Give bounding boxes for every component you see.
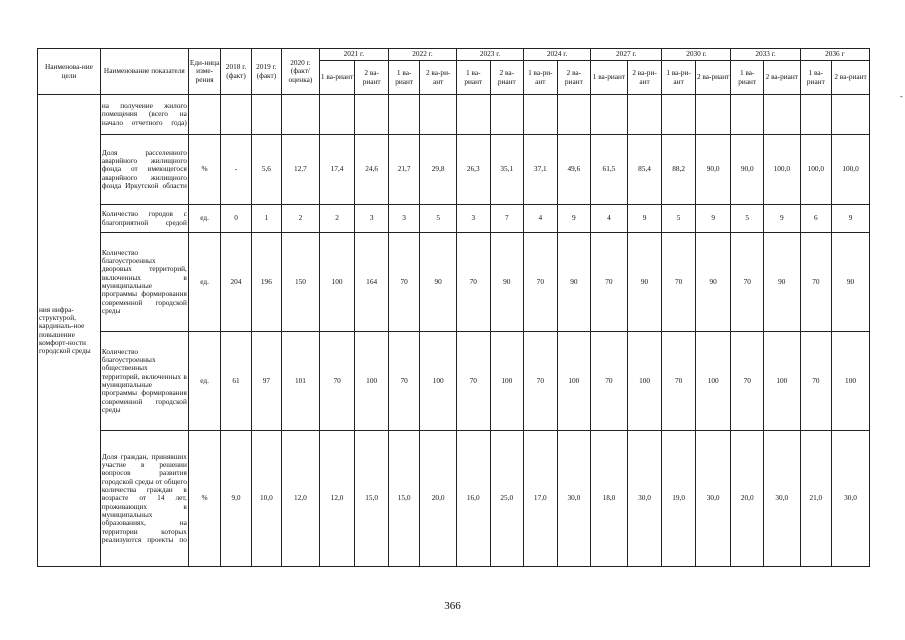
value-cell: 100 <box>695 332 731 431</box>
value-cell: 85,4 <box>627 135 662 205</box>
value-cell: 90 <box>627 233 662 332</box>
unit-cell: ед. <box>188 205 220 233</box>
value-cell: 70 <box>662 332 696 431</box>
table-body <box>38 95 870 567</box>
value-cell: 29,8 <box>420 135 457 205</box>
unit-cell: ед. <box>188 233 220 332</box>
header-year: 2021 г. <box>319 49 388 61</box>
value-cell: 30,0 <box>832 431 870 567</box>
value-cell: 4 <box>591 205 628 233</box>
value-cell: 7 <box>490 205 524 233</box>
header-variant: 1 ва-риант <box>591 61 628 95</box>
value-cell <box>627 95 662 135</box>
value-cell: 9 <box>557 205 591 233</box>
value-cell: 101 <box>282 332 320 431</box>
value-cell: 100,0 <box>763 135 800 205</box>
value-cell: 12,7 <box>282 135 320 205</box>
value-cell: 90 <box>695 233 731 332</box>
value-cell: 5 <box>420 205 457 233</box>
value-cell: 70 <box>457 233 491 332</box>
value-cell: 17,4 <box>319 135 355 205</box>
value-cell: 26,3 <box>457 135 491 205</box>
value-cell: 5 <box>731 205 763 233</box>
value-cell: 9 <box>832 205 870 233</box>
value-cell: 24,6 <box>355 135 389 205</box>
value-cell: 2 <box>319 205 355 233</box>
header-year: 2036 г <box>800 49 869 61</box>
value-cell: 20,0 <box>420 431 457 567</box>
header-variant: 2 ва-риант <box>557 61 591 95</box>
value-cell: 4 <box>524 205 558 233</box>
value-cell: 9 <box>695 205 731 233</box>
value-cell: 100 <box>557 332 591 431</box>
header-indicator: Наименование показателя <box>100 49 188 95</box>
value-cell: 15,0 <box>355 431 389 567</box>
value-cell: 90,0 <box>731 135 763 205</box>
value-cell: 3 <box>355 205 389 233</box>
value-cell: 20,0 <box>731 431 763 567</box>
value-cell: 70 <box>319 332 355 431</box>
value-cell <box>763 95 800 135</box>
value-cell <box>591 95 628 135</box>
table-row <box>38 95 870 135</box>
header-variant: 1 ва-риант <box>388 61 419 95</box>
value-cell: 100 <box>763 332 800 431</box>
value-cell <box>251 95 281 135</box>
header-year: 2030 г. <box>662 49 731 61</box>
value-cell: 5,6 <box>251 135 281 205</box>
value-cell: 70 <box>800 233 831 332</box>
value-cell: 100 <box>355 332 389 431</box>
header-goal: Наименова-ние цели <box>38 49 101 95</box>
value-cell: 70 <box>731 332 763 431</box>
header-2018: 2018 г. (факт) <box>221 49 251 95</box>
value-cell: 30,0 <box>627 431 662 567</box>
value-cell: 88,2 <box>662 135 696 205</box>
value-cell: 12,0 <box>282 431 320 567</box>
value-cell: 10,0 <box>251 431 281 567</box>
header-variant: 2 ва-риант <box>832 61 870 95</box>
header-variant: 2 ва-ри-ант <box>627 61 662 95</box>
header-row-years <box>38 49 870 61</box>
value-cell <box>319 95 355 135</box>
header-year: 2027 г. <box>591 49 662 61</box>
value-cell <box>731 95 763 135</box>
value-cell: 90 <box>490 233 524 332</box>
value-cell <box>221 95 251 135</box>
value-cell: 3 <box>457 205 491 233</box>
value-cell: 100 <box>627 332 662 431</box>
value-cell: 90 <box>420 233 457 332</box>
indicator-cell: Доля граждан, принявших участие в решении вопросов развития городской среды от общего количества граждан в возрасте от 14 лет, проживающих в муниципальных образованиях, на территории которых реализуются проекты по <box>100 431 188 567</box>
value-cell: 100 <box>319 233 355 332</box>
header-variant: 1 ва-риант <box>800 61 831 95</box>
value-cell <box>695 95 731 135</box>
goal-cell: ния инфра-структурой, кардиналь-ное повышение комфорт-ности городской среды <box>38 95 101 567</box>
value-cell: 70 <box>524 332 558 431</box>
value-cell: 97 <box>251 332 281 431</box>
value-cell: 15,0 <box>388 431 419 567</box>
value-cell: 100,0 <box>832 135 870 205</box>
value-cell: 21,7 <box>388 135 419 205</box>
value-cell: 25,0 <box>490 431 524 567</box>
indicator-cell: Количество благоустроенных дворовых территорий, включенных в муниципальные программы формирования современной городской среды <box>100 233 188 332</box>
value-cell <box>355 95 389 135</box>
value-cell: 9,0 <box>221 431 251 567</box>
value-cell: 30,0 <box>695 431 731 567</box>
value-cell: 9 <box>763 205 800 233</box>
header-variant: 1 ва-ри-ант <box>662 61 696 95</box>
value-cell <box>557 95 591 135</box>
value-cell: 100 <box>490 332 524 431</box>
table-row <box>38 431 870 567</box>
value-cell: 90,0 <box>695 135 731 205</box>
unit-cell: ед. <box>188 332 220 431</box>
value-cell: 2 <box>282 205 320 233</box>
value-cell: 164 <box>355 233 389 332</box>
value-cell: 90 <box>832 233 870 332</box>
value-cell <box>662 95 696 135</box>
header-year: 2033 г. <box>731 49 800 61</box>
value-cell: 61,5 <box>591 135 628 205</box>
value-cell: 100,0 <box>800 135 831 205</box>
value-cell <box>457 95 491 135</box>
value-cell: 150 <box>282 233 320 332</box>
value-cell: - <box>221 135 251 205</box>
indicator-cell: на получение жилого помещения (всего на начало отчетного года) <box>100 95 188 135</box>
value-cell: 0 <box>221 205 251 233</box>
value-cell <box>490 95 524 135</box>
indicator-cell: Количество благоустроенных общественных территорий, включенных в муниципальные программы формирования современной городской среды <box>100 332 188 431</box>
value-cell: 90 <box>763 233 800 332</box>
value-cell: 70 <box>388 233 419 332</box>
header-variant: 2 ва-риант <box>763 61 800 95</box>
value-cell: 204 <box>221 233 251 332</box>
header-year: 2023 г. <box>457 49 524 61</box>
value-cell: 19,0 <box>662 431 696 567</box>
value-cell: 3 <box>388 205 419 233</box>
value-cell: 70 <box>800 332 831 431</box>
value-cell: 17,0 <box>524 431 558 567</box>
value-cell: 61 <box>221 332 251 431</box>
value-cell <box>524 95 558 135</box>
value-cell: 70 <box>524 233 558 332</box>
unit-cell: % <box>188 431 220 567</box>
header-variant: 2 ва-риант <box>490 61 524 95</box>
header-variant: 2 ва-риант <box>695 61 731 95</box>
value-cell: 49,6 <box>557 135 591 205</box>
page-number: 366 <box>444 600 461 612</box>
value-cell: 21,0 <box>800 431 831 567</box>
header-2020: 2020 г. (факт/ оценка) <box>282 49 320 95</box>
table-row <box>38 205 870 233</box>
margin-mark: - <box>900 92 903 101</box>
value-cell <box>282 95 320 135</box>
header-variant: 2 ва-ри-ант <box>420 61 457 95</box>
value-cell: 16,0 <box>457 431 491 567</box>
value-cell: 70 <box>591 332 628 431</box>
value-cell: 30,0 <box>557 431 591 567</box>
value-cell: 100 <box>832 332 870 431</box>
value-cell: 196 <box>251 233 281 332</box>
value-cell: 70 <box>731 233 763 332</box>
value-cell: 70 <box>591 233 628 332</box>
value-cell <box>800 95 831 135</box>
value-cell: 30,0 <box>763 431 800 567</box>
value-cell: 70 <box>388 332 419 431</box>
value-cell: 37,1 <box>524 135 558 205</box>
header-variant: 1 ва-риант <box>319 61 355 95</box>
unit-cell <box>188 95 220 135</box>
header-variant: 1 ва-риант <box>457 61 491 95</box>
value-cell: 35,1 <box>490 135 524 205</box>
header-variant: 2 ва-риант <box>355 61 389 95</box>
indicators-table <box>37 48 870 567</box>
value-cell: 1 <box>251 205 281 233</box>
value-cell: 12,0 <box>319 431 355 567</box>
header-year: 2022 г. <box>388 49 456 61</box>
indicator-cell: Доля расселенного аварийного жилищного фонда от имеющегося аварийного жилищного фонда Иркутской области <box>100 135 188 205</box>
header-2019: 2019 г. (факт) <box>251 49 281 95</box>
indicator-cell: Количество городов с благоприятной средой <box>100 205 188 233</box>
table-row <box>38 233 870 332</box>
value-cell <box>420 95 457 135</box>
table-row <box>38 332 870 431</box>
header-year: 2024 г. <box>524 49 591 61</box>
table-row <box>38 135 870 205</box>
value-cell: 18,0 <box>591 431 628 567</box>
unit-cell: % <box>188 135 220 205</box>
value-cell: 90 <box>557 233 591 332</box>
header-variant: 1 ва-ри-ант <box>524 61 558 95</box>
value-cell: 70 <box>457 332 491 431</box>
value-cell: 9 <box>627 205 662 233</box>
value-cell: 100 <box>420 332 457 431</box>
value-cell <box>388 95 419 135</box>
value-cell: 6 <box>800 205 831 233</box>
value-cell: 70 <box>662 233 696 332</box>
value-cell: 5 <box>662 205 696 233</box>
header-variant: 1 ва-риант <box>731 61 763 95</box>
header-unit: Еди-ница изме-рения <box>188 49 220 95</box>
value-cell <box>832 95 870 135</box>
